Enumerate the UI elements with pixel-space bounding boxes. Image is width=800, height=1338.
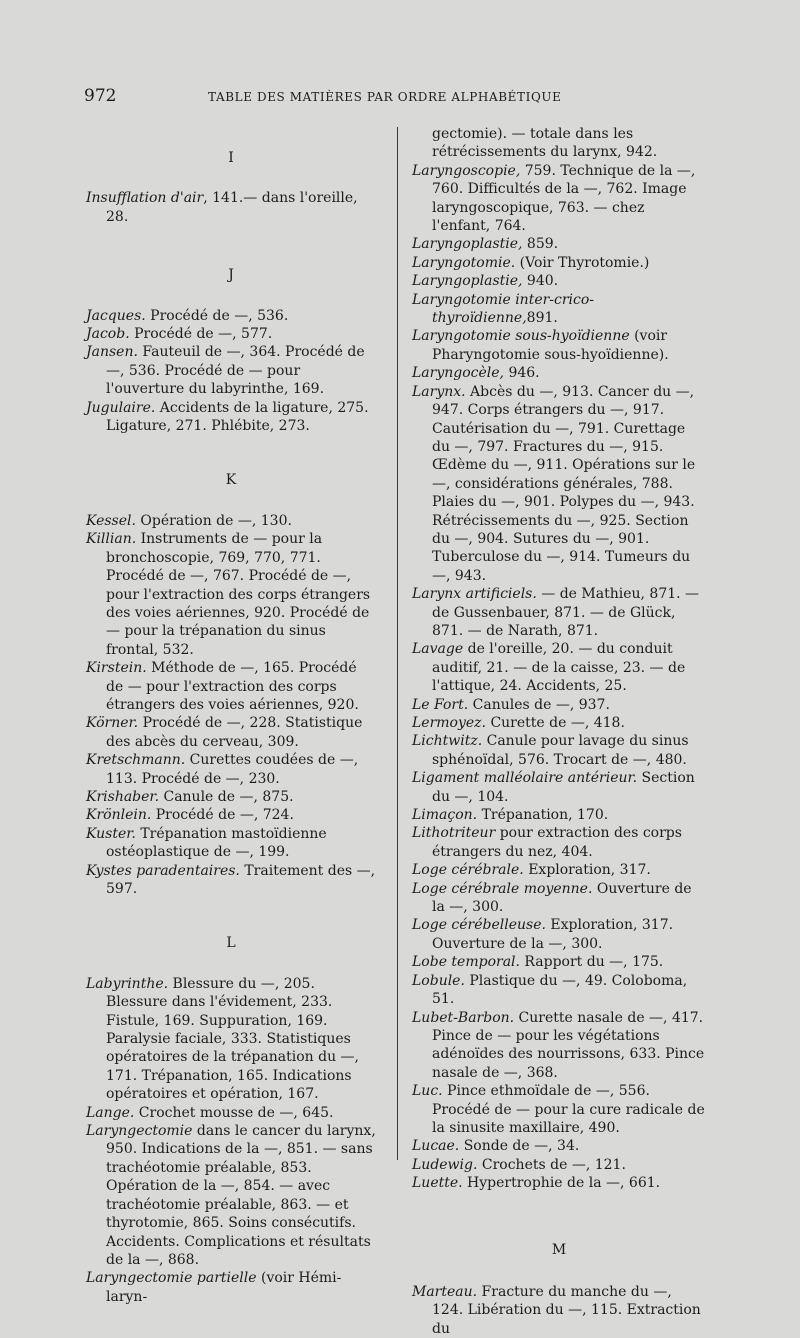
- index-entry: [412, 1283, 706, 1338]
- entry-head: Labyrinthe.: [86, 975, 169, 992]
- entry-head: Lermoyez.: [412, 715, 486, 731]
- entry-head: Larynx.: [412, 383, 466, 400]
- entry-head: Körner.: [86, 715, 139, 732]
- section-letter: K: [225, 472, 237, 489]
- entry-head: Jacob.: [86, 326, 130, 343]
- entry-head: Laryngoplastie,: [412, 273, 523, 290]
- entry-text: dans le cancer du larynx, 950. Indications de la —, 851. — sans trachéotomie préalable, 853. Opération de la —, 854. — avec trachéotomie préalable, 863. — et thyrotomie, 865. Soins consécutifs. Accidents. Complications et résultats de la —, 868.: [106, 1123, 376, 1268]
- section-i: [86, 149, 376, 226]
- entry-text: Procédé de —, 724.: [151, 807, 294, 824]
- entry-text: Abcès du —, 913. Cancer du —, 947. Corps étrangers du —, 917. Cautérisation du —, 791. Curettage du —, 797. Fractures du —, 915. Œdème du —, 911. Opérations sur le —, considérations générales, 788. Plaies du —, 901. Polypes du —, 943. Rétrécissements du —, 925. Section du —, 904. Sutures du —, 901. Tuberculose du —, 914. Tumeurs du —, 943.: [432, 383, 696, 584]
- entry-head: Lithotriteur: [412, 825, 496, 842]
- entry-text: Sonde de —, 34.: [459, 1138, 580, 1155]
- entry-head: Insufflation d'air: [86, 190, 204, 207]
- entry-text: Crochets de —, 121.: [477, 1156, 626, 1173]
- section-k: [86, 471, 376, 898]
- entry-head: Ligament malléolaire antérieur.: [412, 770, 638, 787]
- entry-text: Pince ethmoïdale de —, 556. Procédé de — pour la cure radicale de la sinusite maxillaire, 490.: [432, 1083, 705, 1136]
- entry-head: Krishaber.: [86, 788, 160, 805]
- entry-text: 891.: [526, 310, 558, 327]
- index-entry: [412, 1137, 706, 1155]
- index-entry: [412, 861, 706, 879]
- entry-text: 859.: [522, 236, 559, 253]
- entry-head: Lichtwitz.: [412, 733, 483, 750]
- entry-text: — de Mathieu, 871. — de Gussenbauer, 871. — de Glück, 871. — de Narath, 871.: [432, 586, 700, 639]
- running-title: TABLE DES MATIÈRES PAR ORDRE ALPHABÉTIQUE: [208, 90, 562, 104]
- entry-head: Marteau.: [412, 1283, 478, 1300]
- entry-text: Section du —, 104.: [432, 770, 695, 805]
- entry-text: Trépanation mastoïdienne ostéoplastique de —, 199.: [106, 825, 327, 861]
- entry-text: de l'oreille, 20. — du conduit auditif, 21. — de la caisse, 23. — de l'attique, 24. Accidents, 25.: [432, 641, 686, 695]
- index-entry: [412, 732, 706, 769]
- entry-head: Kuster.: [86, 825, 136, 842]
- entry-head: Lobe temporal.: [412, 954, 520, 971]
- entry-text: Exploration, 317.: [523, 862, 651, 879]
- column-divider: [397, 127, 398, 1160]
- index-entry: [412, 327, 706, 364]
- index-entry: [412, 585, 706, 640]
- section-letter: J: [228, 267, 234, 284]
- index-entry: [412, 769, 706, 806]
- index-entry: [412, 272, 706, 290]
- entry-head: Krönlein.: [86, 807, 152, 824]
- continuation-text: gectomie). — totale dans les rétrécissements du larynx, 942.: [432, 126, 658, 161]
- entry-text: 759. Technique de la —, 760. Difficultés de la —, 762. Image laryngoscopique, 763. — chez l'enfant, 764.: [432, 162, 696, 235]
- index-entry: [86, 343, 376, 398]
- entry-head: Laryngocèle,: [412, 365, 504, 382]
- entry-text: pour extraction des corps étrangers du nez, 404.: [432, 825, 682, 860]
- index-entry: [412, 880, 706, 917]
- section-j: [86, 266, 376, 435]
- index-entry: [412, 916, 706, 953]
- index-entry: [412, 824, 706, 861]
- entry-head: Laryngoplastie,: [412, 236, 523, 253]
- index-entry: [412, 1082, 706, 1137]
- entry-head: Ludewig.: [412, 1156, 478, 1173]
- entry-head: Laryngectomie: [86, 1123, 193, 1140]
- section-l: [86, 934, 376, 1306]
- entry-text: Opération de —, 130.: [135, 512, 292, 529]
- section-letter: L: [226, 935, 236, 952]
- index-entry: [86, 862, 376, 899]
- index-entry: [412, 714, 706, 732]
- index-entry: [412, 162, 706, 236]
- entry-text: 940.: [522, 273, 559, 290]
- index-entry: [412, 254, 706, 272]
- index-entry: [412, 1009, 706, 1083]
- entry-text: Traitement des —, 597.: [106, 862, 376, 897]
- index-entry: [86, 189, 376, 226]
- entry-head: Loge cérébelleuse.: [412, 917, 546, 934]
- index-entry: [86, 659, 376, 714]
- entry-text: Blessure du —, 205. Blessure dans l'évidement, 233. Fistule, 169. Suppuration, 169. Paralysie faciale, 333. Statistiques opératoires de la trépanation du —, 171. Trépanation, 165. Indications opératoires et opération, 167.: [106, 975, 359, 1103]
- entry-head: Lucae.: [412, 1138, 460, 1155]
- entry-text: Accidents de la ligature, 275. Ligature, 271. Phlébite, 273.: [106, 399, 369, 435]
- entry-head: Laryngotomie inter-crico-thyroïdienne,: [412, 291, 595, 327]
- entry-text: Curette de —, 418.: [486, 715, 625, 731]
- entry-head: Killian.: [86, 531, 137, 548]
- entry-head: Luette.: [412, 1175, 463, 1192]
- section-letter: I: [228, 150, 234, 166]
- index-entry: [86, 751, 376, 788]
- entry-head: Le Fort.: [412, 696, 469, 713]
- index-entry: [86, 825, 376, 862]
- entry-head: Loge cérébrale.: [412, 862, 524, 879]
- entry-text: Fauteuil de —, 364. Procédé de —, 536. Procédé de — pour l'ouverture du labyrinthe, 169.: [106, 344, 365, 398]
- entry-head: Kystes paradentaires.: [86, 862, 240, 879]
- entry-text: Canule pour lavage du sinus sphénoïdal, 576. Trocart de —, 480.: [432, 733, 689, 768]
- entry-head: Jansen.: [86, 344, 138, 361]
- entry-text: Procédé de —, 536.: [145, 307, 289, 324]
- index-entry: [412, 640, 706, 695]
- entry-head: Kretschmann.: [86, 752, 186, 769]
- index-entry: [412, 806, 706, 824]
- entry-text: Ouverture de la —, 300.: [432, 880, 692, 916]
- index-entry: [412, 235, 706, 253]
- entry-text: Instruments de — pour la bronchoscopie, 769, 770, 771. Procédé de —, 767. Procédé de —, pour l'extraction des corps étrangers des voies aériennes, 920. Procédé de — pour la trépanation du sinus frontal, 532.: [106, 531, 371, 658]
- index-entry: [86, 399, 376, 436]
- entry-head: Larynx artificiels.: [412, 586, 537, 603]
- entry-head: Lange.: [86, 1104, 135, 1121]
- entry-head: Lobule.: [412, 972, 465, 989]
- entry-text: Hypertrophie de la —, 661.: [462, 1175, 661, 1192]
- entry-text: Exploration, 317. Ouverture de la —, 300.: [432, 917, 674, 952]
- index-entry: [86, 1122, 376, 1269]
- entry-text: Plastique du —, 49. Coloboma, 51.: [432, 972, 688, 1008]
- index-entry: [412, 1156, 706, 1174]
- index-entry: [86, 1104, 376, 1122]
- section-m: [412, 1241, 706, 1338]
- section-letter: M: [551, 1241, 567, 1258]
- entry-text: (voir Hémi-laryn-: [106, 1270, 342, 1305]
- index-entry: [86, 307, 376, 325]
- entry-text: Fracture du manche du —, 124. Libération du —, 115. Extraction du: [432, 1283, 701, 1337]
- right-column: [412, 125, 706, 1338]
- entry-head: Jugulaire.: [86, 399, 156, 416]
- index-entry: [86, 788, 376, 806]
- entry-head: Laryngectomie partielle: [86, 1270, 257, 1287]
- entry-text: Procédé de —, 577.: [129, 326, 273, 343]
- entry-head: Laryngoscopie,: [412, 162, 521, 179]
- index-entry: [412, 972, 706, 1009]
- entry-head: Laryngotomie sous-hyoïdienne: [412, 328, 630, 345]
- entry-text: Canules de —, 937.: [468, 696, 610, 713]
- entry-text: Rapport du —, 175.: [519, 954, 664, 971]
- entry-text: (voir Pharyngotomie sous-hyoïdienne).: [432, 328, 669, 363]
- index-entry: [412, 953, 706, 971]
- index-entry: [86, 325, 376, 343]
- entry-text: Procédé de —, 228. Statistique des abcès du cerveau, 309.: [106, 715, 363, 750]
- index-entry: [86, 714, 376, 751]
- entry-head: Laryngotomie.: [412, 254, 516, 271]
- entry-head: Loge cérébrale moyenne.: [412, 880, 593, 897]
- entry-text: (Voir Thyrotomie.): [515, 254, 650, 271]
- entry-text: Crochet mousse de —, 645.: [134, 1104, 334, 1121]
- index-entry: [412, 364, 706, 382]
- page-number: 972: [84, 86, 117, 106]
- entry-text: 946.: [504, 365, 540, 382]
- entry-head: Limaçon.: [412, 807, 478, 824]
- entry-text: Canule de —, 875.: [159, 788, 294, 805]
- index-entry: [86, 975, 376, 1104]
- index-entry: [86, 530, 376, 659]
- index-entry: [412, 383, 706, 585]
- index-entry: [412, 291, 706, 328]
- index-entry: [412, 1174, 706, 1192]
- left-column: [86, 125, 376, 1306]
- entry-text: Curettes coudées de —, 113. Procédé de —, 230.: [106, 752, 359, 787]
- entry-head: Lubet-Barbon.: [412, 1009, 515, 1026]
- entry-head: Kessel.: [86, 512, 136, 529]
- entry-head: Luc.: [412, 1083, 443, 1100]
- entry-text: Curette nasale de —, 417. Pince de — pour les végétations adénoïdes des nourrissons, 633. Pince nasale de —, 368.: [432, 1009, 705, 1081]
- index-entry: [412, 696, 706, 714]
- entry-head: Kirstein.: [86, 660, 147, 677]
- index-entry: [86, 512, 376, 530]
- entry-text: Méthode de —, 165. Procédé de — pour l'extraction des corps étrangers des voies aériennes, 920.: [106, 660, 359, 713]
- index-entry: [86, 806, 376, 824]
- entry-text: Trépanation, 170.: [477, 807, 609, 824]
- entry-head: Lavage: [412, 641, 464, 658]
- entry-text: , 141.— dans l'oreille, 28.: [106, 190, 358, 225]
- index-entry: [86, 1269, 376, 1306]
- entry-head: Jacques.: [86, 307, 146, 324]
